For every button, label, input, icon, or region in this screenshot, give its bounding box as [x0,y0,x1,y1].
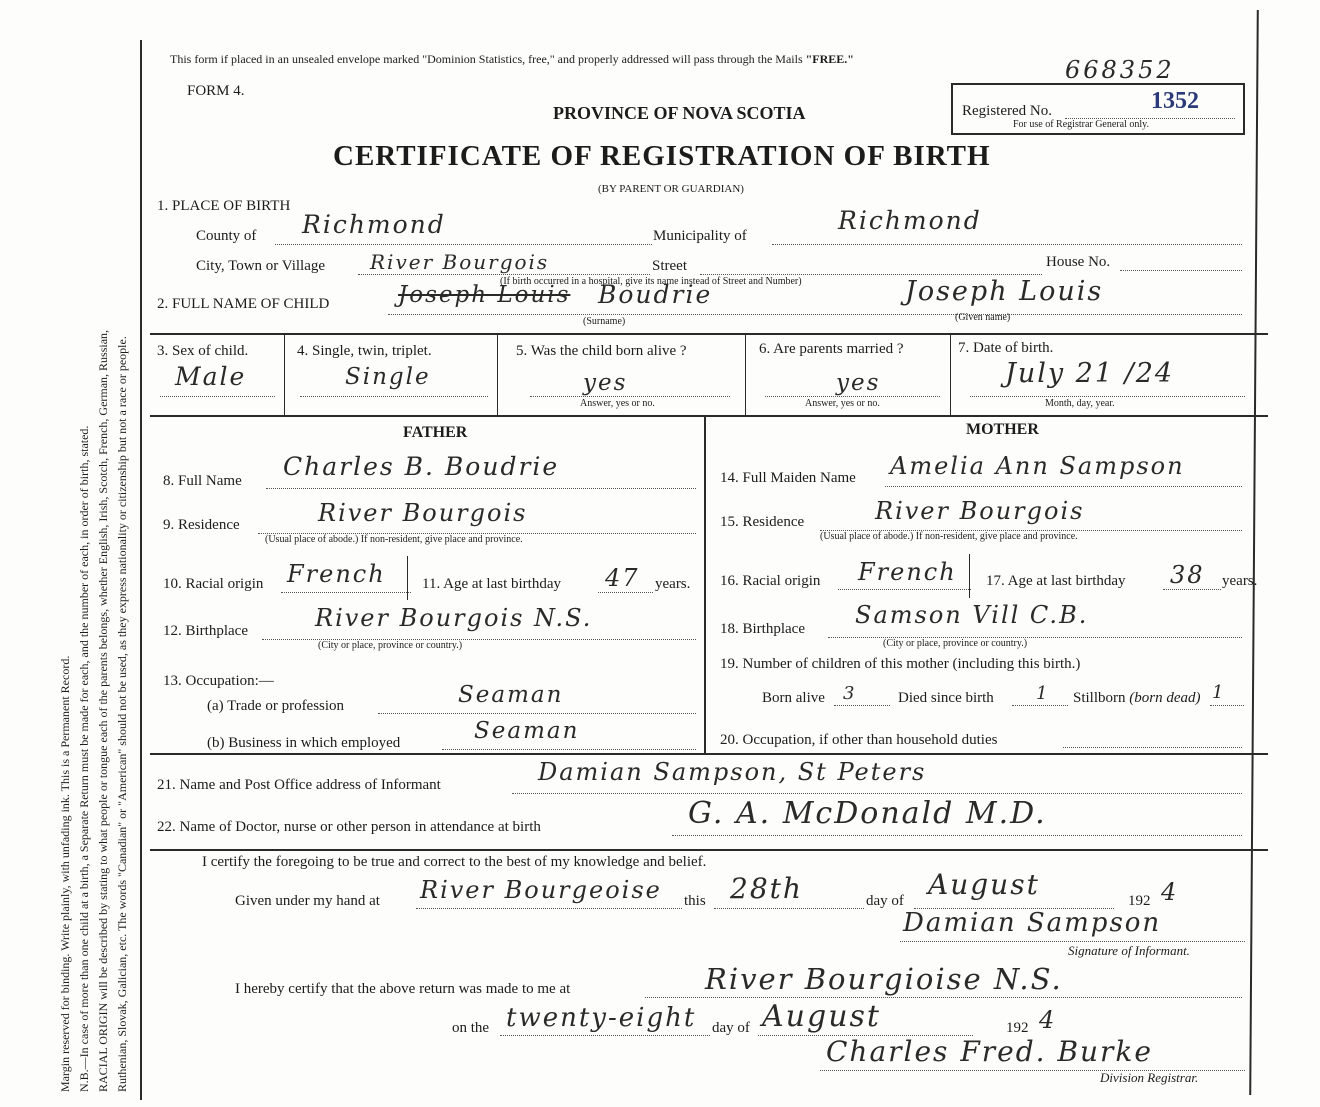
street-line [700,274,1042,275]
informant-signature-label: Signature of Informant. [1068,943,1190,958]
stillborn-label: Stillborn (born dead) [1073,690,1201,706]
margin-note-multiple-births: N.B.—In case of more than one child at a birth, a Separate Return must be made for each, and the number of each, in order of birth, stated. [77,425,91,1092]
day-line [714,908,864,909]
margin-note-binding: Margin reserved for binding. Write plainly, with unfading ink. This is a Permanent Record. [58,655,72,1092]
father-trade-label: (a) Trade or profession [207,698,345,714]
father-age-line [598,592,653,593]
day-value: 28th [730,872,803,905]
father-trade-value: Seaman [458,682,564,708]
city-value: River Bourgois [370,250,550,274]
postal-note [170,52,854,67]
alive-label: 5. Was the child born alive ? [516,343,687,359]
father-birthplace-note: (City or place, province or country.) [318,640,463,651]
place-of-birth-heading: 1. PLACE OF BIRTH [157,198,291,214]
margin-note-racial-origin-cont: Ruthenian, Slovak, Galician, etc. The words "Canadian" or "American" should not be used, as they express nationality or citizenship but not a race or people. [115,336,129,1092]
father-business-label: (b) Business in which employed [207,735,401,751]
father-origin-line [281,592,411,593]
mother-children-label: 19. Number of children of this mother (including this birth.) [720,656,1081,672]
registered-box [951,83,1245,135]
child-surname: Boudrie [598,280,713,309]
postal-note-text: This form if placed in an unsealed envelope marked "Dominion Statistics, free," and properly addressed will pass through the Mails [170,52,806,66]
plurality-value: Single [345,364,431,390]
father-birthplace-value: River Bourgois N.S. [315,604,593,632]
father-occupation-label: 13. Occupation:— [163,673,274,689]
year-value: 4 [1161,878,1179,906]
father-name-label: 8. Full Name [163,473,242,489]
mother-birthplace-label: 18. Birthplace [720,621,805,637]
informant-label: 21. Name and Post Office address of Informant [157,777,441,793]
county-line [275,244,652,245]
postal-note-free: "FREE." [805,52,854,66]
vitals-top-rule [150,333,1268,335]
born-alive-line [834,705,890,706]
street-label: Street [652,258,687,274]
died-label: Died since birth [898,690,994,706]
dob-note: Month, day, year. [1045,398,1115,409]
sex-label: 3. Sex of child. [157,343,249,359]
page-subtitle: (BY PARENT OR GUARDIAN) [598,183,744,195]
alive-value: yes [583,370,628,396]
informant-signature-line [900,941,1245,942]
certification-statement: I certify the foregoing to be true and correct to the best of my knowledge and belief. [202,854,707,870]
municipality-value: Richmond [838,206,982,235]
left-border [140,40,142,1100]
father-birthplace-label: 12. Birthplace [163,623,248,639]
registered-label: Registered No. [962,103,1052,119]
mother-birthplace-value: Samson Vill C.B. [855,601,1089,629]
father-business-line [442,749,696,750]
registrar-statement: I hereby certify that the above return was made to me at [235,981,571,997]
married-note: Answer, yes or no. [805,398,880,409]
doctor-line [672,835,1242,836]
stillborn-value: 1 [1212,682,1226,703]
mother-age-line [1163,589,1221,590]
month-value: August [928,868,1040,901]
vitals-divider-3 [745,335,746,415]
day-of-label: day of [866,893,904,909]
registrar-on-label: on the [452,1020,490,1036]
mother-birthplace-note: (City or place, province or country.) [883,638,1028,649]
mother-age-value: 38 [1170,561,1205,589]
father-name-line [266,488,696,489]
page-title: CERTIFICATE OF REGISTRATION OF BIRTH [333,140,991,172]
father-business-value: Seaman [474,718,580,744]
vitals-divider-1 [284,335,285,415]
sex-line [160,396,275,397]
child-name-line [388,314,1242,315]
mother-origin-divider [969,554,970,598]
municipality-line [772,244,1242,245]
mother-residence-label: 15. Residence [720,514,805,530]
child-given-name: Joseph Louis [905,276,1104,307]
father-trade-line [378,713,696,714]
county-label: County of [196,228,257,244]
parents-bottom-rule [150,753,1268,755]
house-label: House No. [1046,254,1111,270]
registrar-day-of-label: day of [712,1020,750,1036]
informant-value: Damian Sampson, St Peters [538,758,927,786]
mother-heading: MOTHER [966,421,1039,438]
given-name-note: (Given name) [955,312,1011,323]
given-place-value: River Bourgeoise [420,876,662,904]
street-note: (If birth occurred in a hospital, give its name instead of Street and Number) [500,276,802,287]
vitals-divider-4 [950,335,951,415]
registrar-month-value: August [762,999,881,1034]
mother-origin-value: French [858,558,957,586]
married-label: 6. Are parents married ? [759,341,904,357]
mother-origin-label: 16. Racial origin [720,573,821,589]
mother-name-value: Amelia Ann Sampson [890,452,1185,480]
mother-occupation-line [1063,747,1242,748]
mother-residence-value: River Bourgois [875,497,1085,525]
mother-age-unit: years. [1222,573,1258,589]
plurality-line [300,396,488,397]
father-residence-note: (Usual place of abode.) If non-resident, give place and province. [265,534,523,545]
registrar-signature: Charles Fred. Burke [826,1035,1153,1068]
year-prefix: 192 [1128,893,1151,909]
registered-number: 1352 [1151,88,1199,114]
alive-line [530,396,730,397]
house-line [1120,270,1242,271]
informant-signature: Damian Sampson [903,908,1162,938]
vitals-divider-2 [497,335,498,415]
father-age-unit: years. [655,576,691,592]
father-origin-divider [407,556,408,600]
father-origin-label: 10. Racial origin [163,576,264,592]
registrar-day-line [500,1035,710,1036]
doctor-bottom-rule [150,849,1268,851]
sex-value: Male [175,362,247,391]
registrar-year-prefix: 192 [1006,1020,1029,1036]
dob-value: July 21 /24 [1005,358,1175,389]
married-value: yes [836,370,881,396]
father-residence-value: River Bourgois [318,499,528,527]
died-line [1012,705,1068,706]
informant-line [512,793,1242,794]
father-age-label: 11. Age at last birthday [422,576,561,592]
father-origin-value: French [287,560,386,588]
mother-occupation-label: 20. Occupation, if other than household duties [720,732,998,748]
father-residence-label: 9. Residence [163,517,240,533]
stamped-number: 668352 [1065,56,1175,84]
city-label: City, Town or Village [196,258,326,274]
alive-note: Answer, yes or no. [580,398,655,409]
doctor-value: G. A. McDonald M.D. [688,796,1047,831]
mother-residence-note: (Usual place of abode.) If non-resident, give place and province. [820,531,1078,542]
registrar-year-value: 4 [1039,1006,1057,1034]
margin-note-racial-origin: RACIAL ORIGIN will be described by stating to what people or tongue each of the parents belongs, whether English, Irish, Scotch, French, German, Russian, [96,329,110,1092]
mother-name-label: 14. Full Maiden Name [720,470,856,486]
died-value: 1 [1036,683,1050,704]
parents-divider [704,417,706,753]
registrar-day-value: twenty-eight [506,1003,697,1033]
given-label: Given under my hand at [235,893,380,909]
stillborn-line [1210,705,1244,706]
province-heading: PROVINCE OF NOVA SCOTIA [553,103,806,123]
municipality-label: Municipality of [653,228,747,244]
dob-line [970,396,1245,397]
father-name-value: Charles B. Boudrie [283,452,560,481]
mother-name-line [885,486,1242,487]
married-line [765,396,940,397]
mother-origin-line [838,589,971,590]
form-number: FORM 4. [187,83,245,99]
surname-note: (Surname) [583,316,626,327]
county-value: Richmond [302,210,446,239]
registrar-place-line [645,997,1242,998]
plurality-label: 4. Single, twin, triplet. [297,343,432,359]
registered-note: For use of Registrar General only. [1013,119,1149,130]
doctor-label: 22. Name of Doctor, nurse or other person in attendance at birth [157,819,541,835]
child-name-struck: Joseph Louis [398,282,571,308]
father-age-value: 47 [605,564,640,592]
right-border [1249,10,1259,1095]
this-label: this [684,893,706,909]
vitals-bottom-rule [150,415,1268,417]
dob-label: 7. Date of birth. [958,340,1054,356]
born-alive-value: 3 [843,683,857,704]
given-place-line [416,908,682,909]
father-heading: FATHER [403,424,468,441]
mother-age-label: 17. Age at last birthday [986,573,1126,589]
born-alive-label: Born alive [762,690,825,706]
registrar-place-value: River Bourgioise N.S. [705,962,1063,996]
registrar-signature-label: Division Registrar. [1100,1070,1199,1085]
city-line [358,274,650,275]
child-name-label: 2. FULL NAME OF CHILD [157,296,330,312]
